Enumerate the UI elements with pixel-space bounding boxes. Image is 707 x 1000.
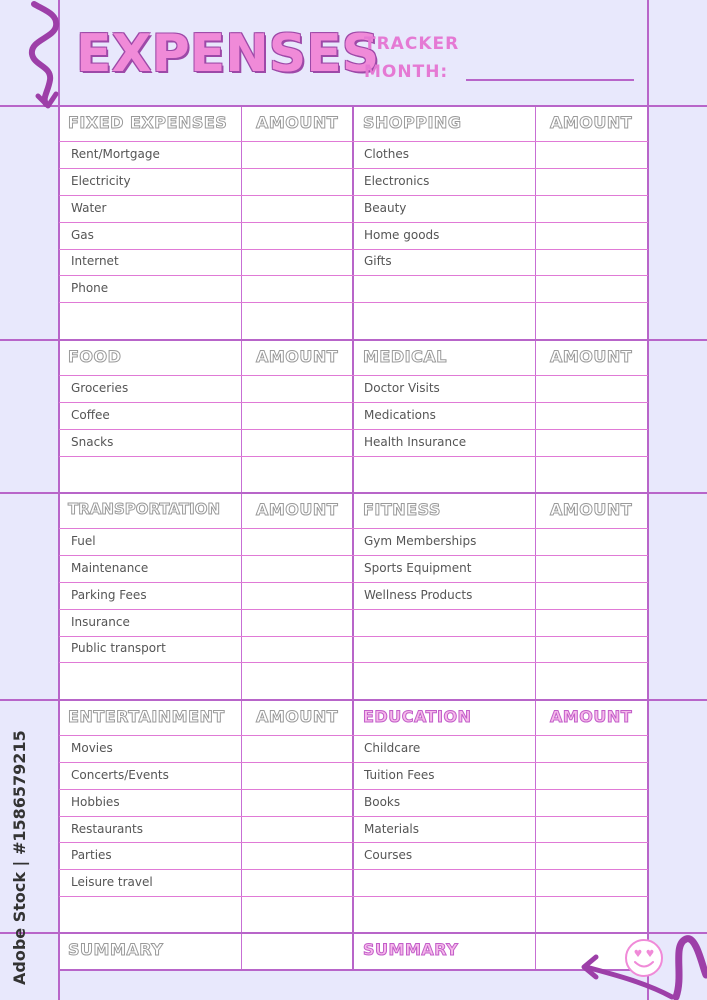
section-title-entertainment: ENTERTAINMENT (68, 707, 225, 726)
row-line (59, 168, 648, 169)
row-line (59, 429, 648, 430)
list-item: Tuition Fees (364, 768, 435, 782)
list-item: Sports Equipment (364, 561, 472, 575)
list-item: Electricity (71, 174, 131, 188)
row-line (59, 456, 648, 457)
page-title: EXPENSES (76, 24, 380, 84)
list-item: Fuel (71, 534, 96, 548)
amount-header: AMOUNT (256, 500, 339, 519)
row-line (59, 762, 648, 763)
list-item: Internet (71, 254, 119, 268)
list-item: Gas (71, 228, 94, 242)
row-line (59, 609, 648, 610)
list-item: Clothes (364, 147, 409, 161)
stock-watermark: Adobe Stock | #1586579215 (10, 730, 29, 985)
row-line (59, 249, 648, 250)
list-item: Wellness Products (364, 588, 473, 602)
row-line (59, 222, 648, 223)
list-item: Coffee (71, 408, 110, 422)
summary-label-left: SUMMARY (68, 940, 164, 959)
list-item: Beauty (364, 201, 407, 215)
month-input-line[interactable] (466, 79, 634, 81)
list-item: Rent/Mortgage (71, 147, 160, 161)
squiggle-arrow-icon (12, 0, 72, 112)
smiley-heart-eyes-icon (623, 937, 665, 979)
list-item: Electronics (364, 174, 430, 188)
section-title-food: FOOD (68, 347, 122, 366)
list-item: Medications (364, 408, 436, 422)
list-item: Concerts/Events (71, 768, 169, 782)
amount-header: AMOUNT (256, 347, 339, 366)
grid-amount-divider-right (535, 106, 536, 970)
amount-header: AMOUNT (550, 113, 633, 132)
month-label: MONTH: (364, 62, 449, 82)
list-item: Books (364, 795, 401, 809)
section-title-medical: MEDICAL (363, 347, 447, 366)
section-title-transportation: TRANSPORTATION (68, 500, 220, 518)
list-item: Hobbies (71, 795, 120, 809)
list-item: Water (71, 201, 107, 215)
list-item: Movies (71, 741, 113, 755)
row-line (59, 195, 648, 196)
summary-label-right: SUMMARY (363, 940, 459, 959)
row-line (59, 555, 648, 556)
list-item: Public transport (71, 641, 166, 655)
list-item: Restaurants (71, 822, 143, 836)
row-line (59, 869, 648, 870)
row-line (59, 582, 648, 583)
list-item: Health Insurance (364, 435, 467, 449)
grid-row-top (0, 105, 707, 107)
amount-header: AMOUNT (256, 707, 339, 726)
grid-row-2 (0, 339, 707, 341)
list-item: Gym Memberships (364, 534, 477, 548)
row-line (59, 302, 648, 303)
amount-header: AMOUNT (550, 500, 633, 519)
grid-center-divider (352, 106, 354, 970)
list-item: Phone (71, 281, 109, 295)
row-line (59, 789, 648, 790)
section-title-education: EDUCATION (363, 707, 472, 726)
list-item: Courses (364, 848, 413, 862)
row-line (59, 375, 648, 376)
list-item: Maintenance (71, 561, 149, 575)
grid-right-border (647, 0, 649, 1000)
row-line (59, 896, 648, 897)
section-title-shopping: SHOPPING (363, 113, 462, 132)
list-item: Materials (364, 822, 420, 836)
section-title-fitness: FITNESS (363, 500, 441, 519)
list-item: Home goods (364, 228, 440, 242)
row-line (59, 402, 648, 403)
list-item: Snacks (71, 435, 114, 449)
row-line (59, 735, 648, 736)
grid-row-3 (0, 492, 707, 494)
list-item: Childcare (364, 741, 421, 755)
list-item: Doctor Visits (364, 381, 440, 395)
row-line (59, 528, 648, 529)
section-title-fixed-expenses: FIXED EXPENSES (68, 113, 228, 132)
tracker-label: TRACKER (364, 34, 460, 54)
row-line (59, 816, 648, 817)
amount-header: AMOUNT (256, 113, 339, 132)
grid-row-bottom (59, 969, 648, 971)
list-item: Leisure travel (71, 875, 153, 889)
amount-header: AMOUNT (550, 707, 633, 726)
row-line (59, 275, 648, 276)
list-item: Groceries (71, 381, 129, 395)
row-line (59, 636, 648, 637)
amount-header: AMOUNT (550, 347, 633, 366)
grid-row-4 (0, 699, 707, 701)
grid-amount-divider-left (241, 106, 242, 970)
list-item: Insurance (71, 615, 130, 629)
list-item: Gifts (364, 254, 392, 268)
row-line (59, 662, 648, 663)
list-item: Parties (71, 848, 112, 862)
row-line (59, 842, 648, 843)
row-line (59, 141, 648, 142)
grid-left-border (58, 0, 60, 1000)
list-item: Parking Fees (71, 588, 147, 602)
